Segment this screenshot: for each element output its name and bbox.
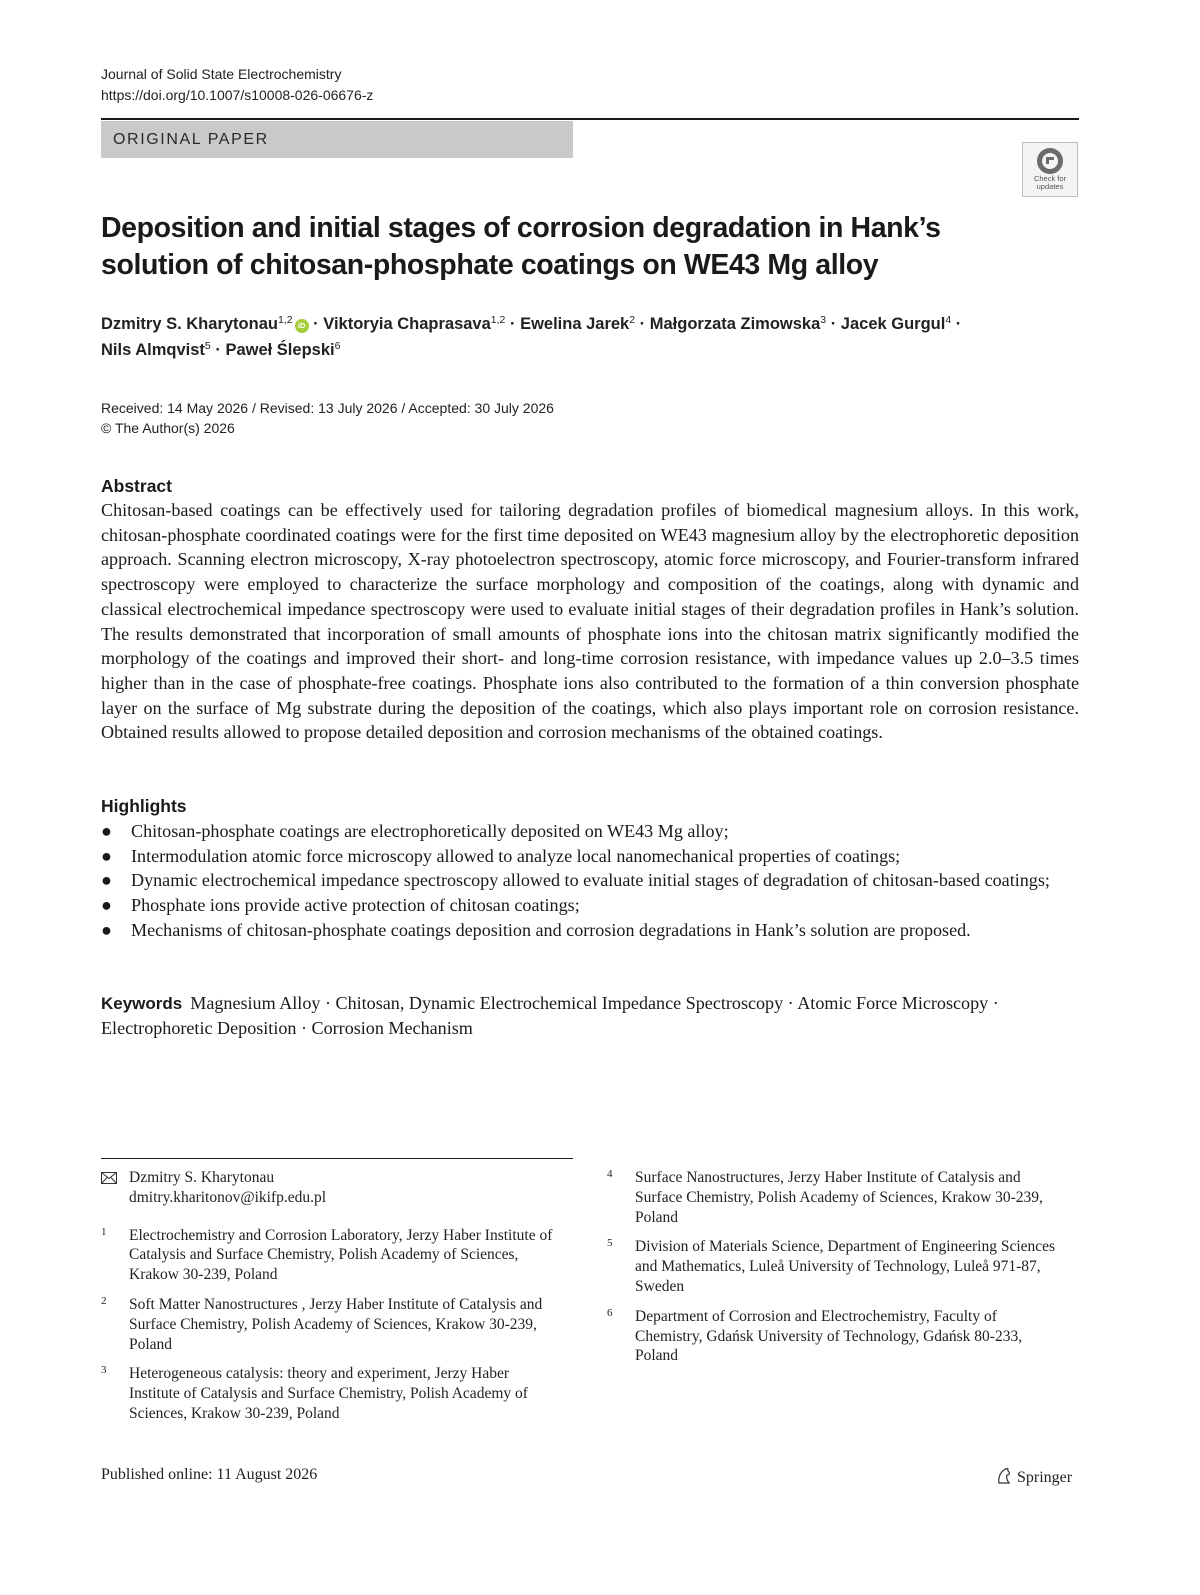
bullet-icon: ● (101, 919, 112, 940)
affiliation-text: Department of Corrosion and Electrochemistry, Faculty of Chemistry, Gdańsk University of Technology, Gdańsk 80-233, Poland (635, 1307, 1023, 1365)
affiliation-item (101, 1295, 561, 1354)
check-updates-icon (1036, 147, 1064, 175)
highlight-text: Intermodulation atomic force microscopy allowed to analyze local nanomechanical properties of coatings; (131, 845, 901, 866)
abstract-text: Chitosan-based coatings can be effectively used for tailoring degradation profiles of biomedical magnesium alloys. In this work, chitosan-phosphate coordinated coatings were for the first time deposited on WE43 magnesium alloy by the electrophoretic deposition approach. Scanning electron microscopy, X-ray photoelectron spectroscopy, atomic force microscopy, and Fourier-transform infrared spectroscopy were employed to characterize the surface morphology and composition of the coatings, along with dynamic and classical electrochemical impedance spectroscopy were used to evaluate initial stages of their degradation profiles in Hank’s solution. The results demonstrated that incorporation of small amounts of phosphate ions into the chitosan matrix significantly modified the morphology of the coatings and improved their short- and long-time corrosion resistance, with impedance values up 2.0–3.5 times higher than in the case of phosphate-free coatings. Phosphate ions also contributed to the formation of a thin conversion phosphate layer on the surface of Mg substrate during the deposition of the coatings, which also plays important role on corrosion resistance. Obtained results allowed to propose detailed deposition and corrosion mechanisms of the obtained coatings. (101, 500, 1079, 743)
paper-type-banner: ORIGINAL PAPER (101, 121, 573, 158)
corresponding-author-email[interactable]: dmitry.kharitonov@ikifp.edu.pl (129, 1188, 327, 1206)
author-name[interactable]: Viktoryia Chaprasava (323, 315, 491, 333)
affiliations-left-column (101, 1168, 561, 1434)
springer-horse-icon (995, 1467, 1013, 1485)
check-for-updates-button[interactable] (1022, 142, 1078, 197)
author-name[interactable]: Jacek Gurgul (840, 315, 946, 333)
author-affiliation-marker: 3 (820, 314, 827, 326)
highlight-text: Chitosan-phosphate coatings are electrophoretically deposited on WE43 Mg alloy; (131, 821, 729, 841)
correspondence-block (101, 1168, 561, 1208)
copyright-notice: © The Author(s) 2026 (101, 420, 235, 436)
bullet-icon: ● (101, 870, 112, 891)
affiliation-number: 2 (101, 1294, 107, 1307)
orcid-icon[interactable]: iD (295, 319, 309, 333)
affiliation-number: 3 (101, 1364, 107, 1377)
author-affiliation-marker: 6 (334, 340, 341, 352)
paper-title (101, 210, 1001, 284)
author-affiliation-marker: 5 (204, 340, 211, 352)
article-history: Received: 14 May 2026 / Revised: 13 July 2026 / Accepted: 30 July 2026 (101, 400, 554, 416)
check-updates-label: Check for (1033, 174, 1067, 183)
affiliation-text: Soft Matter Nanostructures , Jerzy Haber Institute of Catalysis and Surface Chemistry, Polish Academy of Sciences, Krakow 30-239, Poland (129, 1295, 543, 1353)
doi-link[interactable]: https://doi.org/10.1007/s10008-026-06676-z (101, 87, 374, 103)
bullet-icon: ● (101, 821, 112, 841)
author-separator: · (308, 315, 324, 333)
author-name[interactable]: Nils Almqvist (101, 341, 205, 359)
journal-header (101, 64, 373, 106)
envelope-icon (101, 1172, 117, 1184)
author-name[interactable]: Dzmitry S. Kharytonau (101, 315, 278, 333)
author-separator: · (951, 315, 962, 333)
highlight-item (101, 918, 1079, 943)
author-list (101, 311, 1079, 363)
keywords-text: Magnesium Alloy · Chitosan, Dynamic Electrochemical Impedance Spectroscopy · Atomic Force Microscopy · Electrophoretic Deposition · Corrosion Mechanism (101, 993, 999, 1038)
highlight-item (101, 893, 1079, 918)
affiliations-right-column (607, 1168, 1057, 1376)
footnote-rule (101, 1158, 573, 1159)
affiliation-item (607, 1307, 1057, 1366)
author-separator: · (635, 315, 650, 333)
author-affiliation-marker: 4 (945, 314, 952, 326)
keywords-label: Keywords (101, 994, 183, 1013)
highlight-item (101, 868, 1079, 893)
highlights-list (101, 819, 1079, 943)
title-line-2: solution of chitosan-phosphate coatings on WE43 Mg alloy (101, 249, 879, 281)
bullet-icon: ● (101, 845, 112, 866)
author-name[interactable]: Małgorzata Zimowska (649, 315, 821, 333)
author-separator: · (826, 315, 841, 333)
author-affiliation-marker: 1,2 (277, 314, 293, 326)
abstract-heading: Abstract (101, 476, 172, 496)
affiliation-number: 6 (607, 1306, 613, 1319)
affiliation-text: Heterogeneous catalysis: theory and experiment, Jerzy Haber Institute of Catalysis and Surface Chemistry, Polish Academy of Sciences, Krakow 30-239, Poland (129, 1365, 528, 1422)
author-affiliation-marker: 1,2 (490, 314, 506, 326)
affiliation-number: 5 (607, 1237, 613, 1250)
highlights-heading: Highlights (101, 796, 187, 816)
header-rule (101, 118, 1079, 120)
check-updates-label-2: updates (1036, 182, 1064, 191)
affiliation-item (101, 1226, 561, 1285)
author-separator: · (505, 315, 521, 333)
title-line-1: Deposition and initial stages of corrosion degradation in Hank’s (101, 212, 941, 244)
author-name[interactable]: Ewelina Jarek (520, 315, 630, 333)
affiliation-number: 1 (101, 1225, 107, 1238)
article-dates (101, 398, 554, 438)
author-affiliation-marker: 2 (629, 314, 636, 326)
publisher-logo (995, 1467, 1072, 1487)
highlight-text: Mechanisms of chitosan-phosphate coatings deposition and corrosion degradations in Hank’s solution are proposed. (131, 919, 971, 940)
keywords-block (101, 991, 1079, 1041)
affiliation-text: Surface Nanostructures, Jerzy Haber Institute of Catalysis and Surface Chemistry, Polish Academy of Sciences, Krakow 30-239, Poland (635, 1169, 1043, 1226)
affiliation-item (101, 1364, 561, 1423)
affiliation-item (607, 1168, 1057, 1227)
affiliation-item (607, 1237, 1057, 1296)
bullet-icon: ● (101, 895, 112, 916)
highlight-text: Phosphate ions provide active protection of chitosan coatings; (131, 895, 580, 916)
highlight-item (101, 819, 1079, 844)
author-separator: · (210, 341, 226, 359)
published-online-date: Published online: 11 August 2026 (101, 1466, 318, 1483)
affiliation-number: 4 (607, 1168, 613, 1180)
highlight-item (101, 844, 1079, 869)
publisher-name: Springer (1017, 1469, 1073, 1486)
affiliation-text: Division of Materials Science, Department of Engineering Sciences and Mathematics, Luleå University of Technology, Luleå 971-87, Sweden (635, 1238, 1056, 1295)
journal-name: Journal of Solid State Electrochemistry (101, 66, 342, 82)
affiliation-text: Electrochemistry and Corrosion Laboratory, Jerzy Haber Institute of Catalysis and Surface Chemistry, Polish Academy of Sciences, Krakow 30-239, Poland (129, 1226, 553, 1284)
corresponding-author-name: Dzmitry S. Kharytonau (129, 1169, 275, 1186)
author-name[interactable]: Paweł Ślepski (225, 341, 335, 359)
highlight-text: Dynamic electrochemical impedance spectroscopy allowed to evaluate initial stages of degradation of chitosan-based coatings; (131, 870, 1050, 891)
